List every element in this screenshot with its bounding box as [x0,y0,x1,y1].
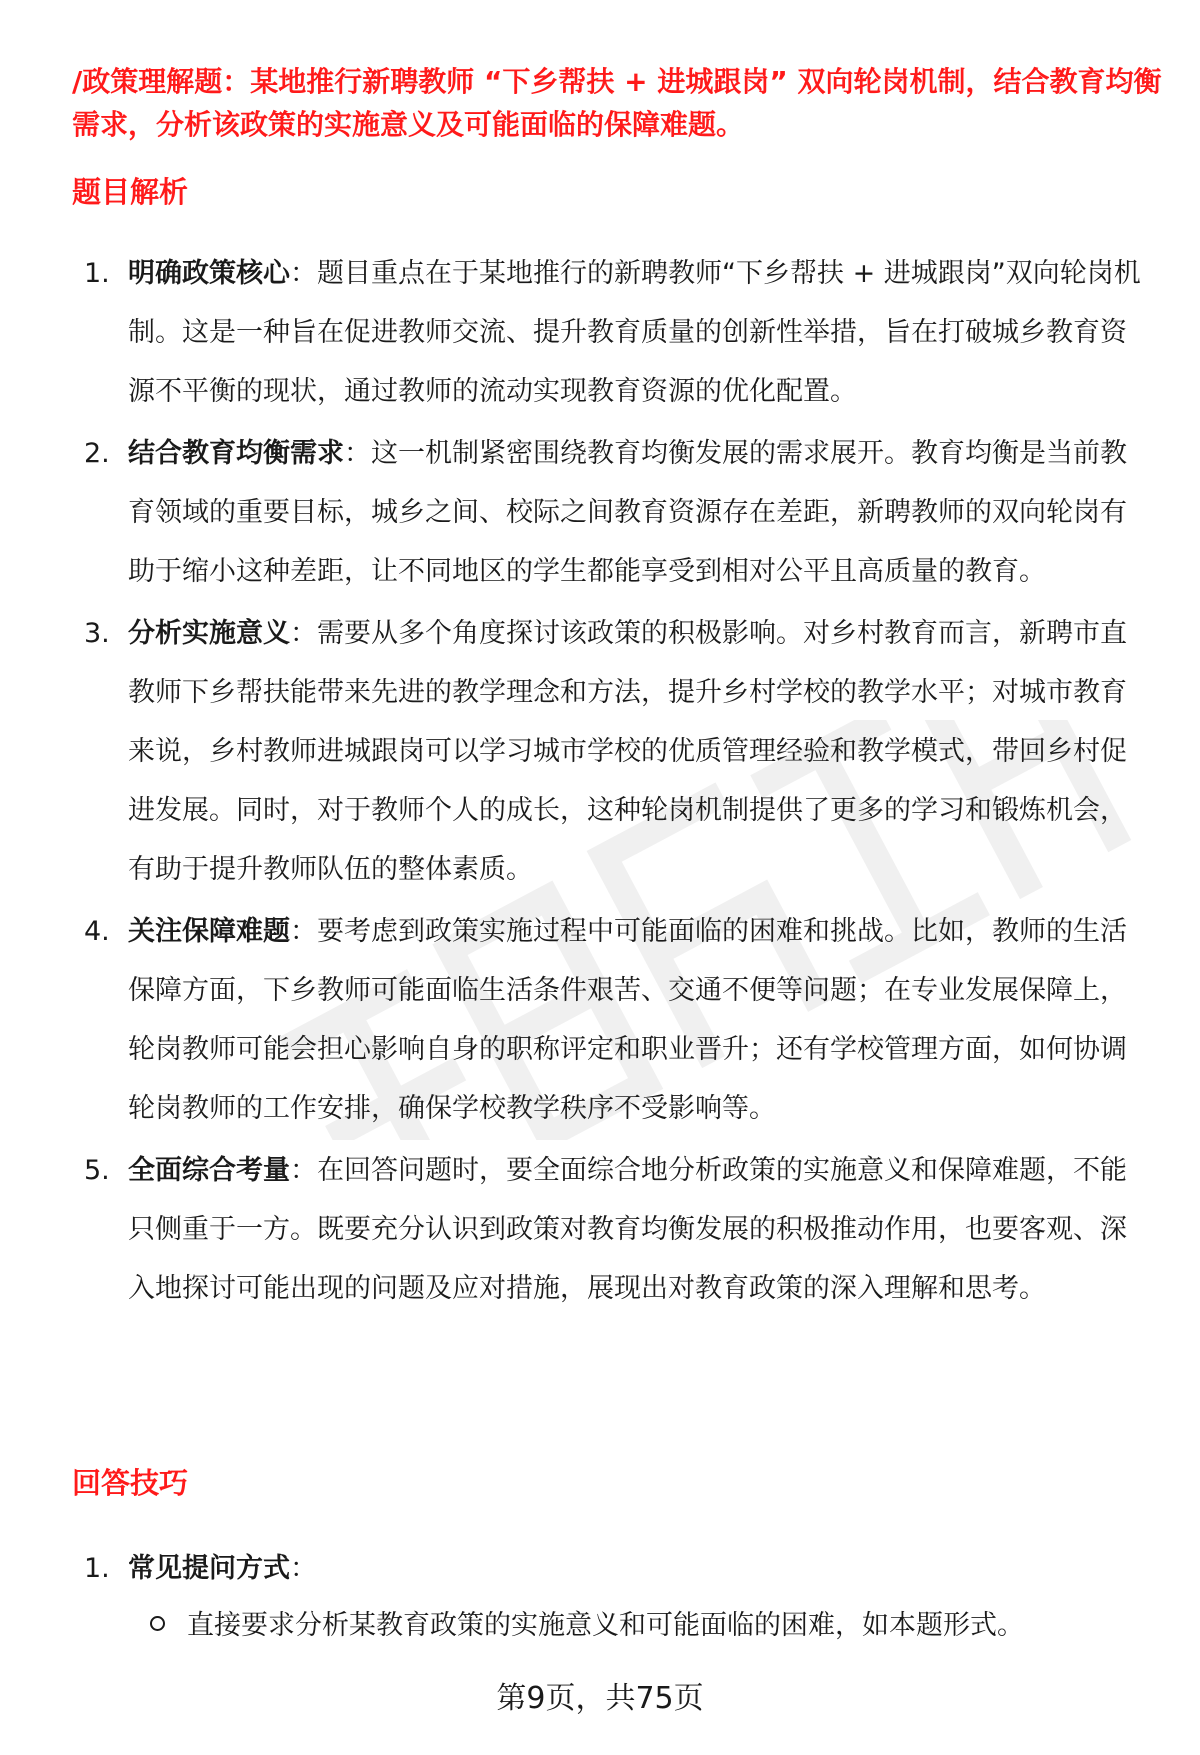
hollow-bullet-icon [150,1616,165,1631]
question-title: /政策理解题：某地推行新聘教师 “下乡帮扶 + 进城跟岗” 双向轮岗机制，结合教育均衡需求，分析该政策的实施意义及可能面临的保障难题。 [72,65,1162,141]
list-item-body: ：这一机制紧密围绕教育均衡发展的需求展开。教育均衡是当前教育领域的重要目标，城乡之间、校际之间教育资源存在差距，新聘教师的双向轮岗有助于缩小这种差距，让不同地区的学生都能享受到相对公平且高质量的教育。 [128,438,1127,587]
list-item-number: 4. [84,916,110,947]
list-item-title: 结合教育均衡需求 [128,438,344,469]
list-item-number: 5. [84,1155,110,1186]
list-item-title: 分析实施意义 [128,618,290,649]
list-item [0,902,1200,1138]
tips-list [0,1539,1200,1601]
list-item-body: ：题目重点在于某地推行的新聘教师“下乡帮扶 + 进城跟岗”双向轮岗机制。这是一种旨在促进教师交流、提升教育质量的创新性举措，旨在打破城乡教育资源不平衡的现状，通过教师的流动实现教育资源的优化配置。 [128,258,1141,407]
list-item-title: 全面综合考量 [128,1155,290,1186]
list-item-body: ： [290,1553,317,1584]
list-item-number: 1. [84,258,110,289]
list-item-body: ：要考虑到政策实施过程中可能面临的困难和挑战。比如，教师的生活保障方面，下乡教师可能面临生活条件艰苦、交通不便等问题；在专业发展保障上，轮岗教师可能会担心影响自身的职称评定和职业晋升；还有学校管理方面，如何协调轮岗教师的工作安排，确保学校教学秩序不受影响等。 [128,916,1127,1124]
list-item-body: ：在回答问题时，要全面综合地分析政策的实施意义和保障难题，不能只侧重于一方。既要充分认识到政策对教育均衡发展的积极推动作用，也要客观、深入地探讨可能出现的问题及应对措施，展现出对教育政策的深入理解和思考。 [128,1155,1127,1304]
sub-list-item [150,1606,1150,1646]
list-item [0,424,1200,601]
list-item [0,604,1200,899]
section-heading-analysis: 题目解析 [72,175,189,209]
list-item-title: 关注保障难题 [128,916,290,947]
list-item-title: 明确政策核心 [128,258,290,289]
analysis-list [0,244,1200,1321]
list-item-number: 2. [84,438,110,469]
sub-list-item-text: 直接要求分析某教育政策的实施意义和可能面临的困难，如本题形式。 [187,1610,1024,1641]
section-heading-tips: 回答技巧 [72,1466,189,1500]
list-item-number: 1. [84,1553,110,1584]
list-item-number: 3. [84,618,110,649]
page-number-footer: 第9页，共75页 [496,1681,704,1716]
list-item [0,1141,1200,1318]
list-item-title: 常见提问方式 [128,1553,290,1584]
list-item [0,1539,1200,1598]
list-item-body: ：需要从多个角度探讨该政策的积极影响。对乡村教育而言，新聘市直教师下乡帮扶能带来先进的教学理念和方法，提升乡村学校的教学水平；对城市教育来说，乡村教师进城跟岗可以学习城市学校的优质管理经验和教学模式，带回乡村促进发展。同时，对于教师个人的成长，这种轮岗机制提供了更多的学习和锻炼机会，有助于提升教师队伍的整体素质。 [128,618,1127,885]
list-item [0,244,1200,421]
